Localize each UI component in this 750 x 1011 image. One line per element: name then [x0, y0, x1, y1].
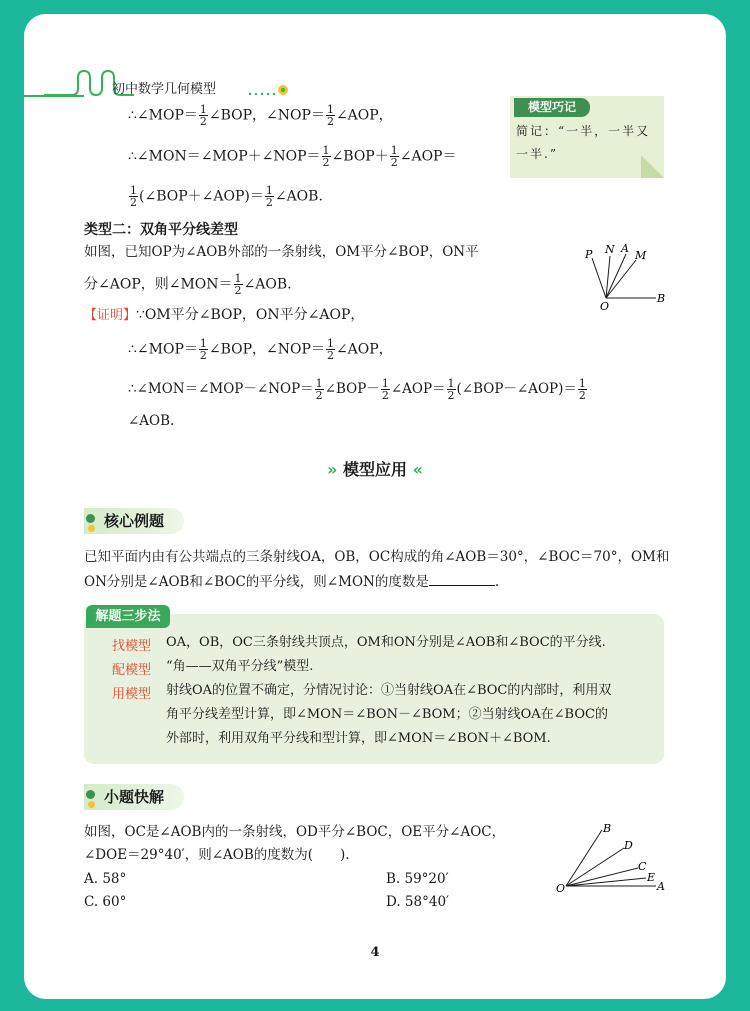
- bullet-dot-icon: [88, 801, 95, 808]
- core-example-label: 核心例题: [84, 508, 184, 534]
- option-a: A. 58°: [84, 871, 127, 887]
- quick-question-line-1: 如图，OC是∠AOB内的一条射线，OD平分∠BOC，OE平分∠AOC，: [84, 824, 506, 840]
- step-label-find: 找模型: [112, 639, 152, 654]
- option-c: C. 60°: [84, 894, 127, 910]
- type2-proof-2: ∴∠MOP＝ $\frac{1}{2}$ ∠BOP，∠NOP＝ $\frac{1}{2}$ ∠AOP，: [128, 337, 393, 362]
- header-title: 初中数学几何模型: [112, 82, 217, 97]
- label-O: O: [556, 882, 566, 895]
- type2-proof-1: 【证明】∵OM平分∠BOP，ON平分∠AOP，: [84, 307, 365, 323]
- fraction-half: $\frac{1}{2}$: [199, 337, 207, 362]
- core-question-line-1: 已知平面内由有公共端点的三条射线OA，OB，OC构成的角∠AOB＝30°，∠BOC＝70°，OM和: [84, 549, 670, 565]
- quick-solve-label: 小题快解: [84, 784, 184, 810]
- step-text-use-cont-2: 外部时，利用双角平分线和型计算，即∠MON＝∠BON＋∠BOM.: [166, 731, 551, 746]
- tip-tag: 模型巧记: [514, 98, 590, 117]
- label-A: A: [621, 242, 629, 255]
- tip-text: 简记：“一半，一半又一半.”: [516, 124, 651, 161]
- fraction-half: $\frac{1}{2}$: [447, 377, 455, 402]
- ray-OD: [566, 848, 624, 886]
- bullet-dot-icon: [86, 790, 95, 799]
- proof-line-1: ∴∠MOP＝ $\frac{1}{2}$ ∠BOP，∠NOP＝ $\frac{1}{2}$ ∠AOP，: [128, 103, 393, 128]
- type2-paragraph-1: 如图，已知OP为∠AOB外部的一条射线，OM平分∠BOP，ON平: [84, 244, 479, 260]
- fraction-half: $\frac{1}{2}$: [381, 377, 389, 402]
- fraction-half: $\frac{1}{2}$: [326, 337, 334, 362]
- step-text-match: “角——双角平分线”模型.: [166, 659, 314, 674]
- type2-title: 类型二：双角平分线差型: [84, 222, 238, 238]
- fraction-half: $\frac{1}{2}$: [326, 103, 334, 128]
- step-text-use-cont-1: 角平分线差型计算，即∠MON＝∠BON－∠BOM；②当射线OA在∠BOC的: [166, 707, 608, 722]
- proof-label: 【证明】: [84, 308, 137, 323]
- quick-figure: [552, 820, 672, 898]
- core-question-line-2: ON分别是∠AOB和∠BOC的平分线，则∠MON的度数是 .: [84, 574, 500, 590]
- fraction-half: $\frac{1}{2}$: [199, 103, 207, 128]
- bullet-dot-icon: [86, 514, 95, 523]
- step-label-match: 配模型: [112, 663, 152, 678]
- option-d: D. 58°40′: [386, 894, 450, 910]
- quick-question-line-2: ∠DOE＝29°40′，则∠AOB的度数为( ).: [84, 847, 350, 863]
- label-C: C: [638, 860, 647, 873]
- chevron-right-icon: »: [327, 460, 338, 479]
- label-P: P: [585, 248, 593, 261]
- option-b: B. 59°20′: [386, 871, 449, 887]
- fraction-half: $\frac{1}{2}$: [130, 184, 137, 209]
- page-number: 4: [370, 945, 380, 960]
- header-line: [24, 95, 84, 97]
- ray-OP: [592, 258, 606, 298]
- ray-OC: [566, 868, 638, 886]
- step-text-use: 射线OA的位置不确定，分情况讨论：①当射线OA在∠BOC的内部时，利用双: [166, 683, 612, 698]
- fraction-half: $\frac{1}{2}$: [315, 377, 323, 402]
- fraction-half: $\frac{1}{2}$: [390, 144, 398, 169]
- label-O: O: [600, 300, 610, 313]
- answer-blank: [429, 572, 495, 586]
- bullet-dot-icon: [88, 525, 95, 532]
- step-label-use: 用模型: [112, 687, 152, 702]
- proof-line-2: ∴∠MON＝∠MOP＋∠NOP＝ $\frac{1}{2}$ ∠BOP＋ $\frac{1}{2}$ ∠AOP＝: [128, 144, 457, 169]
- ray-OE: [566, 878, 646, 886]
- label-B: B: [603, 822, 612, 835]
- header-dots-decoration: [246, 82, 296, 98]
- type2-proof-3: ∴∠MON＝∠MOP－∠NOP＝ $\frac{1}{2}$ ∠BOP－ $\frac{1}{2}$ ∠AOP＝ $\frac{1}{2}$ (∠BOP－∠AOP)＝ $\frac{1}{2}$: [128, 377, 586, 402]
- fraction-half: $\frac{1}{2}$: [234, 272, 242, 297]
- fraction-half: $\frac{1}{2}$: [322, 144, 330, 169]
- steps-tag: 解题三步法: [86, 605, 170, 628]
- label-N: N: [605, 243, 615, 256]
- label-D: D: [624, 839, 633, 852]
- type2-paragraph-2: 分∠AOP，则∠MON＝ $\frac{1}{2}$ ∠AOB.: [84, 272, 292, 297]
- label-E: E: [647, 871, 656, 884]
- label-A: A: [657, 880, 665, 893]
- type2-figure: [578, 240, 668, 315]
- proof-line-3: $\frac{1}{2}$ (∠BOP＋∠AOP)＝ $\frac{1}{2}$ ∠AOB.: [130, 184, 323, 209]
- ray-OB: [566, 830, 602, 886]
- label-M: M: [635, 249, 647, 262]
- type2-proof-4: ∠AOB.: [128, 413, 175, 429]
- step-text-find: OA，OB，OC三条射线共顶点，OM和ON分别是∠AOB和∠BOC的平分线.: [166, 635, 606, 650]
- fraction-half: $\frac{1}{2}$: [578, 377, 586, 402]
- chevron-left-icon: «: [412, 460, 423, 479]
- fraction-half: $\frac{1}{2}$: [265, 184, 273, 209]
- label-B: B: [657, 292, 666, 305]
- section-title: » 模型应用 «: [327, 460, 423, 479]
